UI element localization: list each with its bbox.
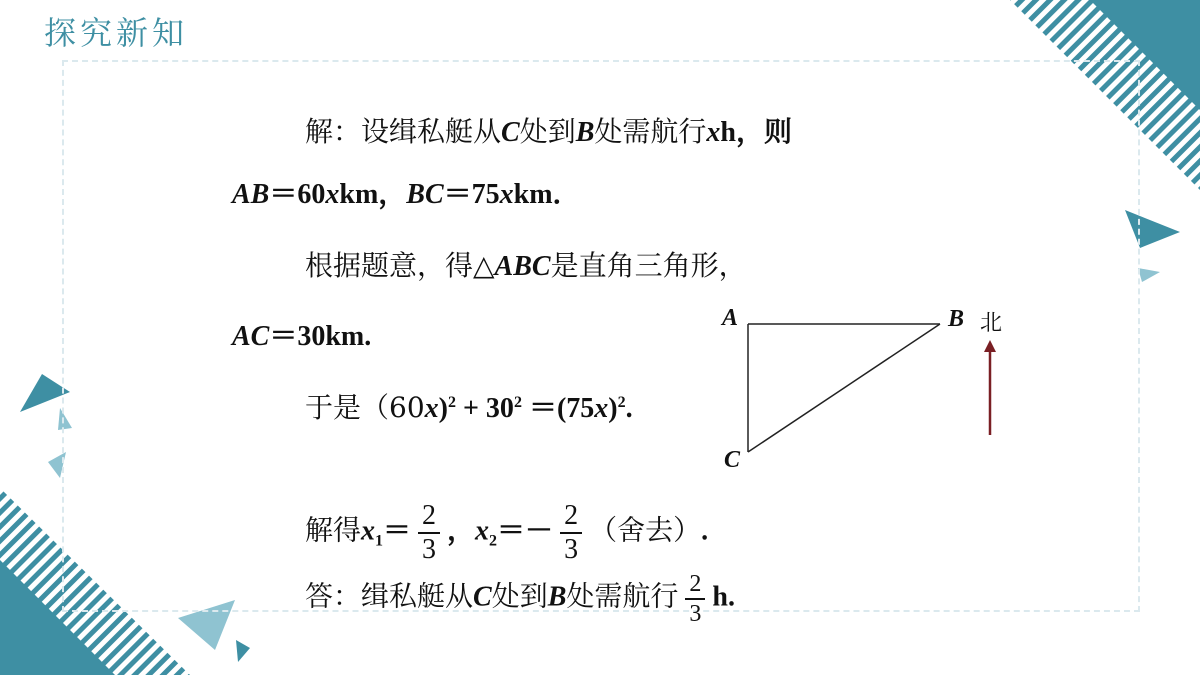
solution-line-1: 解：设缉私艇从C处到B处需航行xh，则 xyxy=(305,115,792,148)
solution-line-2: AB＝60xkm，BC＝75xkm． xyxy=(232,179,581,210)
north-arrow-head-icon xyxy=(984,340,996,352)
right-triangle-2 xyxy=(1138,268,1160,282)
solution-line-3: 根据题意，得△ABC是直角三角形， xyxy=(305,249,747,282)
section-title: 探究新知 xyxy=(44,14,189,52)
fraction-x2: $\frac{2}{3}$ xyxy=(560,500,582,566)
label-C: C xyxy=(724,447,741,473)
solution-line-6: 解得$x_1=$ $\frac{2}{3}$ ，$x_2=-$ $\frac{2}{3}$ （舍去）. xyxy=(305,500,709,565)
fraction-x1: $\frac{2}{3}$ xyxy=(418,500,440,566)
bottom-triangle-2 xyxy=(236,640,250,662)
solution-line-4: AC＝30km. xyxy=(232,321,372,352)
side-BC xyxy=(748,324,940,452)
solution-line-5: 于是$(60x)^2 + 30^2 =(75x)^2$. xyxy=(305,391,633,424)
answer-line: 答：缉私艇从C处到B处需航行 $\frac{2}{3}$ h. xyxy=(305,571,735,627)
label-B: B xyxy=(948,306,965,332)
north-label: 北 xyxy=(980,311,1003,336)
label-A: A xyxy=(722,305,739,331)
fraction-answer: $\frac{2}{3}$ xyxy=(685,570,705,628)
